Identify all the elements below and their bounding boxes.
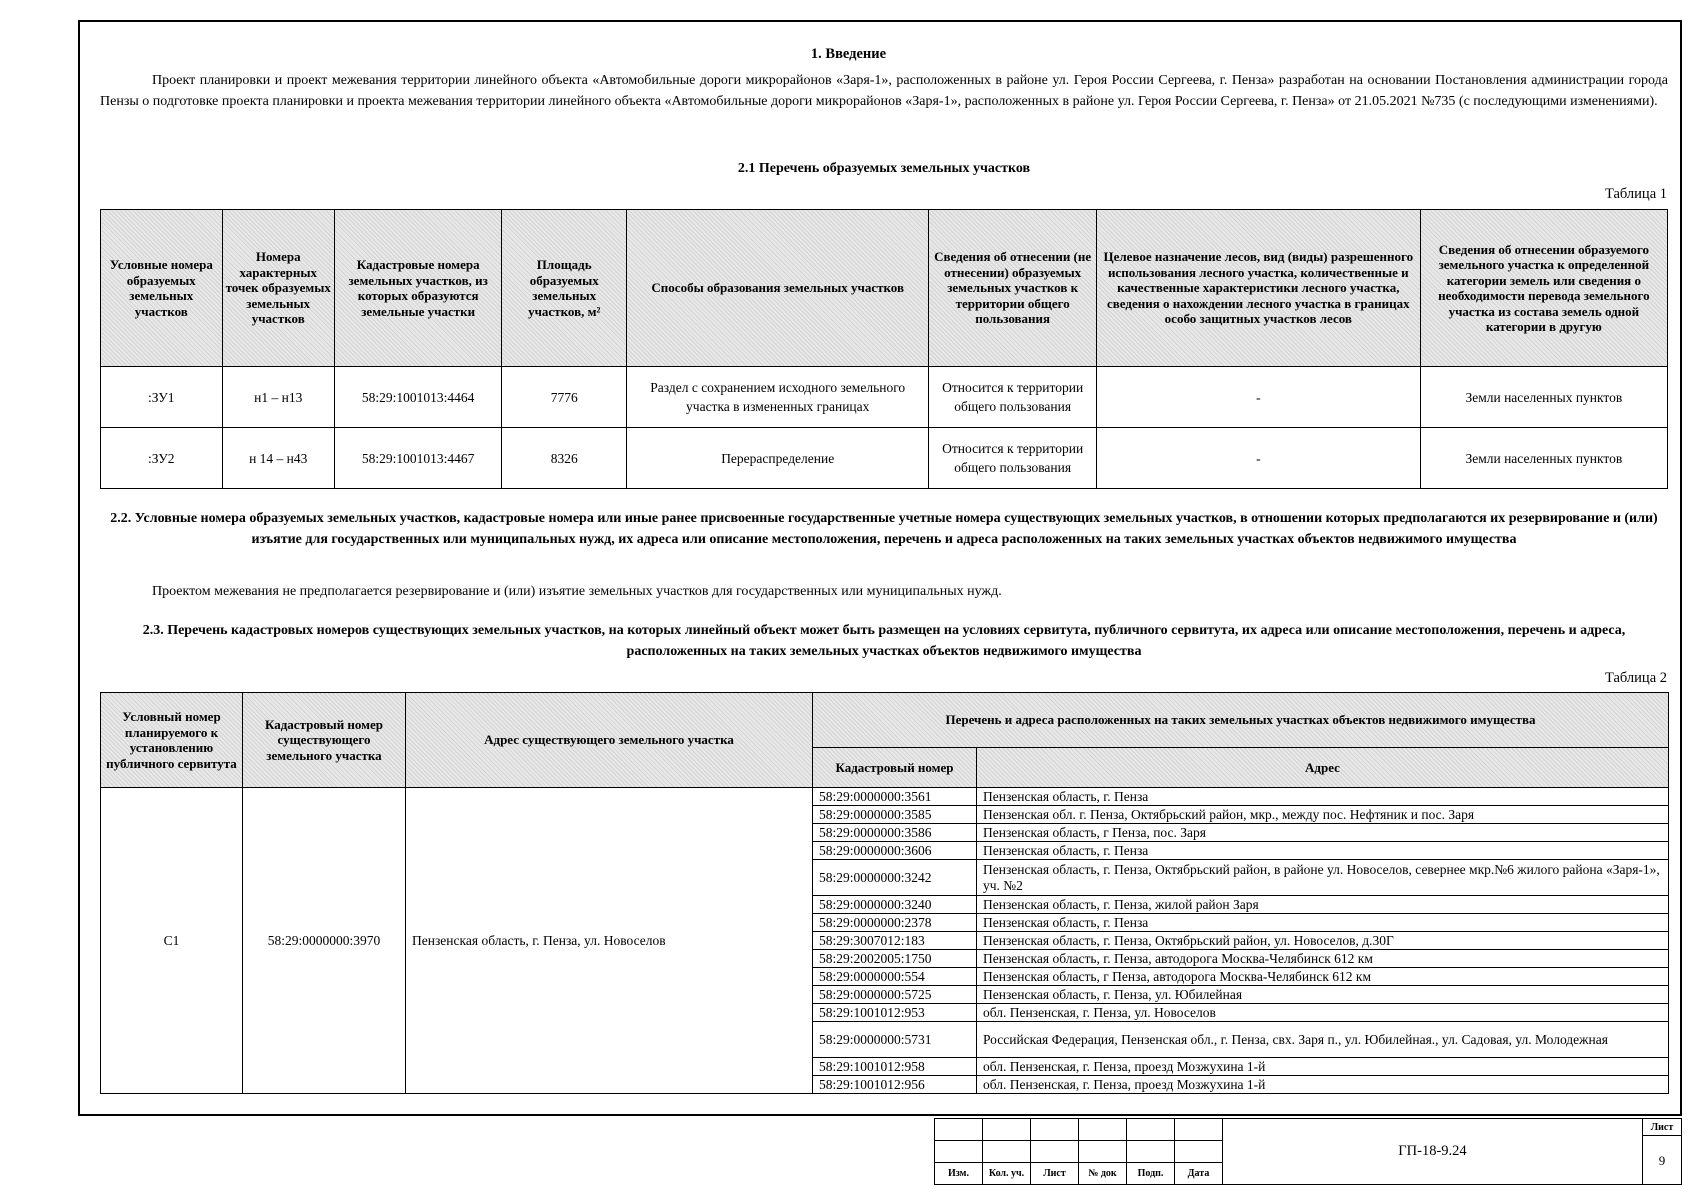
- t1-header-method: Способы образования земельных участков: [627, 210, 929, 367]
- stamp-col-sign: Подп.: [1127, 1163, 1175, 1185]
- t2-cell-servitude: С1: [101, 788, 243, 1094]
- t2-header-objects: Перечень и адреса расположенных на таких земельных участках объектов недвижимого имущества: [813, 693, 1669, 748]
- stamp-col-count: Кол. уч.: [983, 1163, 1031, 1185]
- t2-cell-obj-cadastral: 58:29:0000000:3242: [813, 860, 977, 896]
- sheet-number-text: 9: [1658, 1153, 1666, 1168]
- t2-header-address: Адрес существующего земельного участка: [406, 693, 813, 788]
- t1-cell-public: Относится к территории общего пользования: [929, 367, 1097, 428]
- t1-cell-method: Перераспределение: [627, 428, 929, 489]
- t1-header-area: Площадь образуемых земельных участков, м²: [502, 210, 627, 367]
- t2-cell-obj-cadastral: 58:29:3007012:183: [813, 932, 977, 950]
- t2-cell-obj-address: Пензенская область, г. Пенза, Октябрьский район, в районе ул. Новоселов, севернее мкр.№6 жилого района «Заря-1», уч. №2: [977, 860, 1669, 896]
- t2-cell-obj-cadastral: 58:29:0000000:3586: [813, 824, 977, 842]
- t2-header-obj-cadastral: Кадастровый номер: [813, 748, 977, 788]
- t1-header-category: Сведения об отнесении образуемого земельного участка к определенной категории земель или сведения о необходимости перевода земельного участка из состава земель одной категории в другую: [1420, 210, 1667, 367]
- t2-cell-obj-address: обл. Пензенская, г. Пенза, ул. Новоселов: [977, 1004, 1669, 1022]
- t1-cell-forest: -: [1096, 367, 1420, 428]
- t2-cell-address: Пензенская область, г. Пенза, ул. Новоселов: [406, 788, 813, 1094]
- sheet-label-text: Лист: [1650, 1122, 1674, 1133]
- t2-cell-cadastral: 58:29:0000000:3970: [243, 788, 406, 1094]
- t2-header-servitude: Условный номер планируемого к установлению публичного сервитута: [101, 693, 243, 788]
- t2-cell-obj-cadastral: 58:29:1001012:958: [813, 1058, 977, 1076]
- document-code: [1222, 1118, 1643, 1185]
- stamp-col-change: Изм.: [935, 1163, 983, 1185]
- t1-cell-public: Относится к территории общего пользования: [929, 428, 1097, 489]
- t2-cell-obj-cadastral: 58:29:1001012:953: [813, 1004, 977, 1022]
- t2-cell-obj-address: Пензенская область, г. Пенза: [977, 788, 1669, 806]
- table-1-label: Таблица 1: [1604, 186, 1667, 202]
- t2-cell-obj-address: Пензенская область, г. Пенза: [977, 914, 1669, 932]
- table-1-header-row: [101, 210, 1668, 367]
- t1-cell-id: :ЗУ1: [101, 367, 223, 428]
- t2-cell-obj-cadastral: 58:29:2002005:1750: [813, 950, 977, 968]
- t1-header-points: Номера характерных точек образуемых земельных участков: [222, 210, 334, 367]
- t2-cell-obj-address: Пензенская область, г Пенза, автодорога Москва-Челябинск 612 км: [977, 968, 1669, 986]
- t1-header-cadastral: Кадастровые номера земельных участков, из которых образуются земельные участки: [334, 210, 502, 367]
- document-code-text: ГП-18-9.24: [1398, 1143, 1467, 1159]
- t2-cell-obj-address: Пензенская область, г. Пенза, Октябрьский район, ул. Новоселов, д.30Г: [977, 932, 1669, 950]
- stamp-col-date: Дата: [1175, 1163, 1223, 1185]
- t2-header-obj-address: Адрес: [977, 748, 1669, 788]
- t2-cell-obj-cadastral: 58:29:0000000:2378: [813, 914, 977, 932]
- t2-cell-obj-address: Пензенская область, г. Пенза, ул. Юбилейная: [977, 986, 1669, 1004]
- t2-cell-obj-cadastral: 58:29:0000000:3240: [813, 896, 977, 914]
- sheet-number: [1642, 1135, 1682, 1185]
- section-2-2-heading: 2.2. Условные номера образуемых земельных участков, кадастровые номера или иные ранее присвоенные государственные учетные номера существующих земельных участков, в отношении которых предполагаются их резервирование и (или) изъятие для государственных или муниципальных нужд, их адреса или описание местоположения, перечень и адреса расположенных на таких земельных участках объектов недвижимого имущества: [110, 511, 1658, 547]
- t2-cell-obj-address: обл. Пензенская, г. Пенза, проезд Мозжухина 1-й: [977, 1058, 1669, 1076]
- stamp-col-sheet: Лист: [1031, 1163, 1079, 1185]
- section-2-1-heading: 2.1 Перечень образуемых земельных участков: [737, 161, 1031, 176]
- t1-cell-area: 8326: [502, 428, 627, 489]
- sheet-label: [1642, 1118, 1682, 1136]
- t2-cell-obj-address: Пензенская область, г. Пенза, жилой район Заря: [977, 896, 1669, 914]
- stamp-col-docno: № док: [1079, 1163, 1127, 1185]
- intro-paragraph: Проект планировки и проект межевания территории линейного объекта «Автомобильные дороги микрорайонов «Заря-1», расположенных в районе ул. Героя России Сергеева, г. Пенза» разработан на основании Постановления администрации города Пензы о подготовке проекта планировки и проекта межевания территории линейного объекта «Автомобильные дороги микрорайонов «Заря-1», расположенных в районе ул. Героя России Сергеева, г. Пенза» от 21.05.2021 №735 (с последующими изменениями).: [100, 73, 1668, 109]
- table-row: [101, 367, 1668, 428]
- title-block: [934, 1118, 1223, 1185]
- t1-cell-points: н1 – н13: [222, 367, 334, 428]
- t1-cell-category: Земли населенных пунктов: [1420, 367, 1667, 428]
- table-row: [101, 788, 1669, 806]
- section-2-3-heading: 2.3. Перечень кадастровых номеров существующих земельных участков, на которых линейный объект может быть размещен на условиях сервитута, публичного сервитута, их адреса или описание местоположения, перечень и адреса, расположенных на таких земельных участках объектов недвижимого имущества: [142, 623, 1626, 659]
- t1-cell-category: Земли населенных пунктов: [1420, 428, 1667, 489]
- t2-cell-obj-cadastral: 58:29:0000000:3561: [813, 788, 977, 806]
- t1-cell-method: Раздел с сохранением исходного земельного участка в измененных границах: [627, 367, 929, 428]
- table-2-label: Таблица 2: [1604, 670, 1667, 686]
- t1-cell-forest: -: [1096, 428, 1420, 489]
- t1-cell-id: :ЗУ2: [101, 428, 223, 489]
- table-row: [101, 428, 1668, 489]
- title-block-grid: [934, 1118, 1223, 1185]
- t2-cell-obj-address: обл. Пензенская, г. Пенза, проезд Мозжухина 1-й: [977, 1076, 1669, 1094]
- t2-header-cadastral: Кадастровый номер существующего земельного участка: [243, 693, 406, 788]
- t1-cell-cadastral: 58:29:1001013:4464: [334, 367, 502, 428]
- table-2: [100, 692, 1669, 1094]
- intro-heading: 1. Введение: [810, 46, 887, 62]
- section-2-2-paragraph: Проектом межевания не предполагается резервирование и (или) изъятие земельных участков для государственных или муниципальных нужд.: [152, 584, 1002, 599]
- t1-cell-points: н 14 – н43: [222, 428, 334, 489]
- t2-cell-obj-address: Пензенская обл. г. Пенза, Октябрьский район, мкр., между пос. Нефтяник и пос. Заря: [977, 806, 1669, 824]
- t2-cell-obj-address: Пензенская область, г. Пенза: [977, 842, 1669, 860]
- t1-header-id: Условные номера образуемых земельных участков: [101, 210, 223, 367]
- t1-header-forest: Целевое назначение лесов, вид (виды) разрешенного использования лесного участка, количественные и качественные характеристики лесного участка, сведения о нахождении лесного участка в границах особо защитных участков лесов: [1096, 210, 1420, 367]
- t2-cell-obj-cadastral: 58:29:0000000:5725: [813, 986, 977, 1004]
- t2-cell-obj-address: Пензенская область, г Пенза, пос. Заря: [977, 824, 1669, 842]
- t2-cell-obj-cadastral: 58:29:0000000:554: [813, 968, 977, 986]
- t2-cell-obj-cadastral: 58:29:0000000:3606: [813, 842, 977, 860]
- t1-cell-area: 7776: [502, 367, 627, 428]
- table-2-header-row: [101, 693, 1669, 748]
- t2-cell-obj-cadastral: 58:29:0000000:5731: [813, 1022, 977, 1058]
- t2-cell-obj-address: Российская Федерация, Пензенская обл., г. Пенза, свх. Заря п., ул. Юбилейная., ул. Садовая, ул. Молодежная: [977, 1022, 1669, 1058]
- t2-cell-obj-cadastral: 58:29:0000000:3585: [813, 806, 977, 824]
- table-1: [100, 209, 1668, 489]
- t2-cell-obj-address: Пензенская область, г. Пенза, автодорога Москва-Челябинск 612 км: [977, 950, 1669, 968]
- title-block-labels: [935, 1163, 1223, 1185]
- t1-cell-cadastral: 58:29:1001013:4467: [334, 428, 502, 489]
- t2-cell-obj-cadastral: 58:29:1001012:956: [813, 1076, 977, 1094]
- t1-header-public: Сведения об отнесении (не отнесении) образуемых земельных участков к территории общего пользования: [929, 210, 1097, 367]
